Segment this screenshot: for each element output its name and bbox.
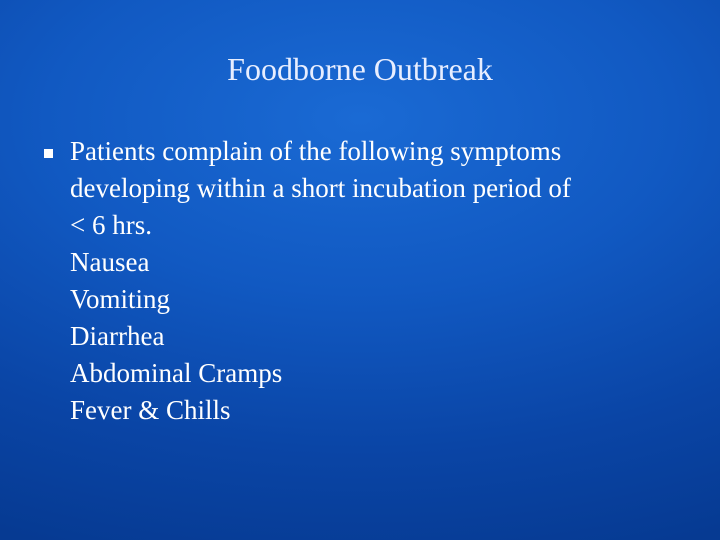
square-bullet-icon: [44, 149, 53, 158]
symptom-vomiting: Vomiting: [70, 284, 171, 314]
bullet-text-line-3: < 6 hrs.: [70, 210, 152, 240]
bullet-text-line-1: Patients complain of the following symptoms: [70, 136, 562, 166]
bullet-text-line-2: developing within a short incubation period of: [70, 173, 571, 203]
symptom-diarrhea: Diarrhea: [70, 321, 165, 351]
slide-title: Foodborne Outbreak: [227, 51, 493, 87]
symptom-abdominal-cramps: Abdominal Cramps: [70, 358, 283, 388]
symptom-fever-chills: Fever & Chills: [70, 395, 231, 425]
symptom-nausea: Nausea: [70, 247, 150, 277]
slide-body: [70, 133, 690, 429]
